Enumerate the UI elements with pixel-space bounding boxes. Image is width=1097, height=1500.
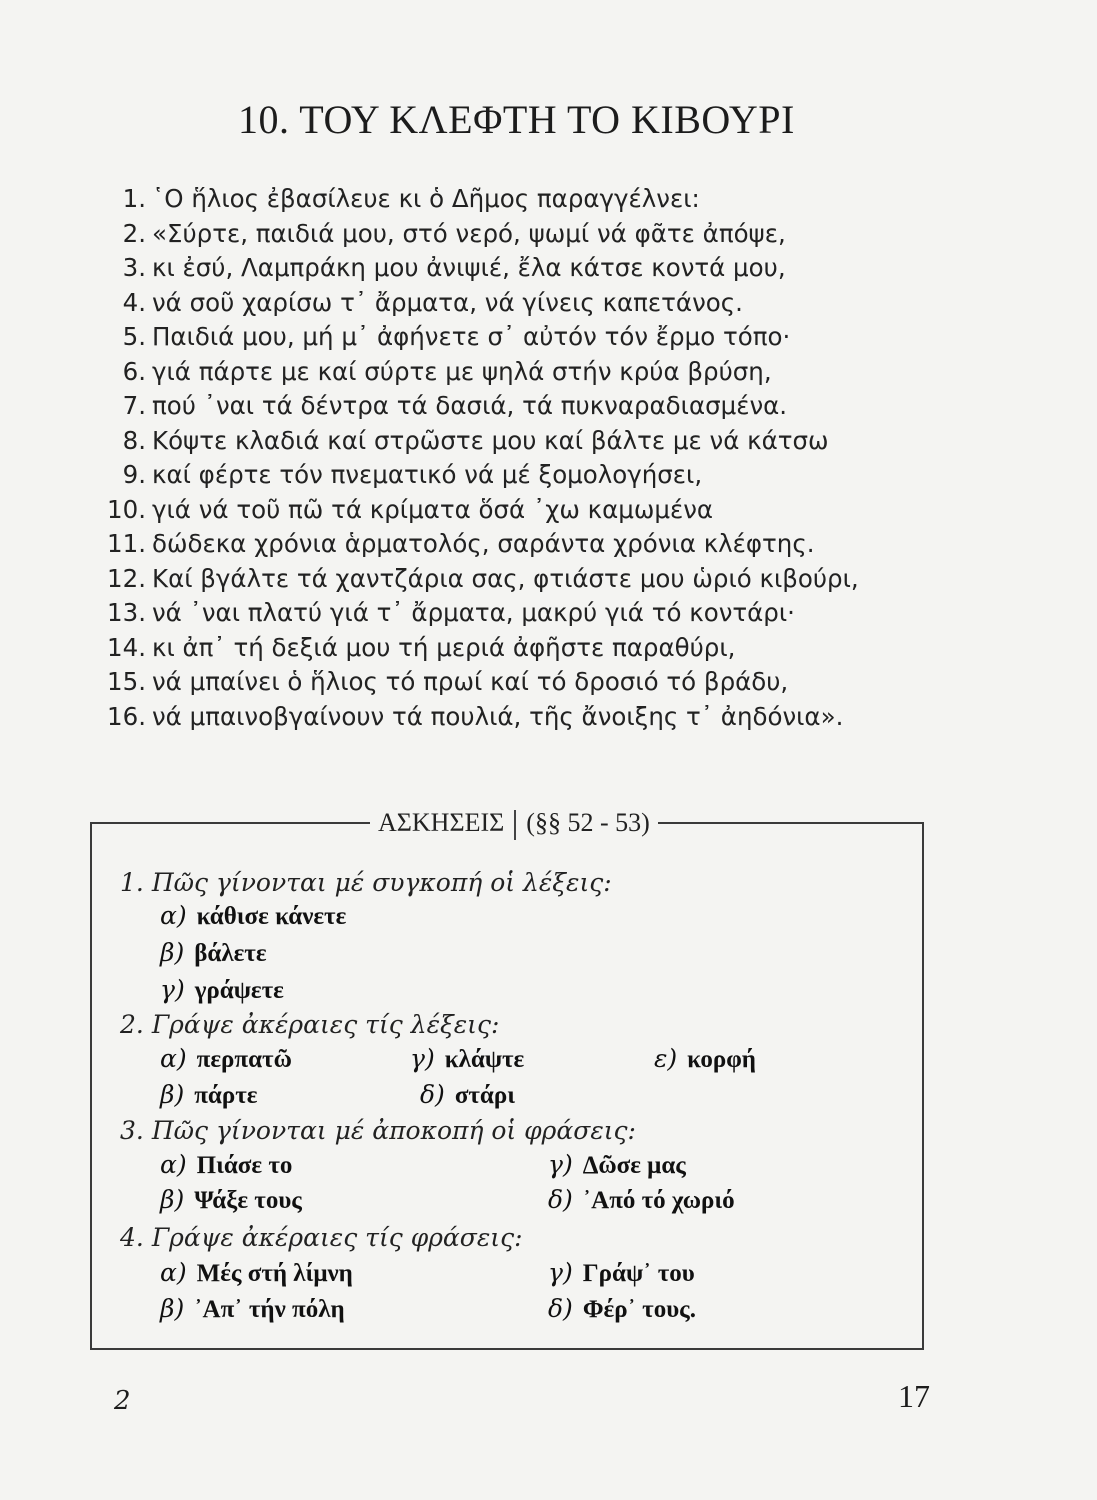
- line-number: 14.: [107, 632, 146, 662]
- poem-line: [96, 251, 936, 286]
- poem: [96, 182, 936, 734]
- question-text: Γράψε ἀκέραιες τίς φράσεις:: [151, 1223, 523, 1252]
- line-text: νά σοῦ χαρίσω τ᾽ ἄρματα, νά γίνεις καπετάνος.: [152, 287, 743, 317]
- answer-item: [548, 1150, 686, 1180]
- signature-mark: 2: [114, 1386, 131, 1416]
- line-number: 1.: [122, 184, 146, 213]
- answer-item: [160, 1044, 292, 1074]
- poem-line: [96, 182, 936, 217]
- question-number: 1.: [120, 868, 144, 897]
- answer-text: Δῶσε μας: [582, 1152, 686, 1179]
- answer-label: α): [160, 1044, 187, 1073]
- answer-item: [160, 1185, 302, 1215]
- line-text: Κόψτε κλαδιά καί στρῶστε μου καί βάλτε με νά κάτσω: [152, 425, 829, 455]
- question-number: 2.: [120, 1010, 144, 1039]
- question-text: Πῶς γίνονται μέ ἀποκοπή οἱ φράσεις:: [151, 1116, 636, 1145]
- answer-item: [160, 975, 284, 1005]
- line-text: «Σύρτε, παιδιά μου, στό νερό, ψωμί νά φᾶτε ἀπόψε,: [152, 218, 786, 248]
- line-text: νά μπαινοβγαίνουν τά πουλιά, τῆς ἄνοιξης τ᾽ ἀηδόνια».: [152, 701, 844, 731]
- line-number: 2.: [122, 218, 146, 248]
- line-text: Παιδιά μου, μή μ᾽ ἀφήνετε σ᾽ αὐτόν τόν ἔρμο τόπο·: [152, 322, 791, 351]
- answer-item: [160, 1150, 292, 1180]
- question-text: Γράψε ἀκέραιες τίς λέξεις:: [151, 1010, 500, 1039]
- line-text: καί φέρτε τόν πνεματικό νά μέ ξομολογήσει,: [152, 460, 703, 489]
- answer-item: [420, 1080, 515, 1110]
- answer-label: γ): [548, 1150, 573, 1179]
- poem-line: [96, 389, 936, 424]
- poem-line: [96, 527, 936, 562]
- line-text: κι ἐσύ, Λαμπράκη μου ἀνιψιέ, ἔλα κάτσε κοντά μου,: [152, 253, 786, 282]
- question-4: [120, 1223, 523, 1252]
- answer-label: β): [160, 1185, 185, 1214]
- poem-line: [96, 596, 936, 631]
- poem-line: [96, 458, 936, 493]
- answer-text: Πιάσε το: [196, 1152, 293, 1179]
- answer-label: α): [160, 901, 187, 930]
- question-text: Πῶς γίνονται μέ συγκοπή οἱ λέξεις:: [151, 868, 612, 897]
- poem-line: [96, 355, 936, 390]
- line-number: 10.: [107, 494, 146, 524]
- exercises-reference: (§§ 52 - 53): [526, 808, 650, 837]
- answer-item: [410, 1044, 524, 1074]
- line-number: 12.: [107, 563, 146, 593]
- question-3: [120, 1116, 636, 1145]
- line-text: πού ᾽ναι τά δέντρα τά δασιά, τά πυκναραδιασμένα.: [152, 391, 788, 420]
- page-title: 10. ΤΟΥ ΚΛΕΦΤΗ ΤΟ ΚΙΒΟΥΡΙ: [238, 97, 795, 142]
- poem-line: [96, 217, 936, 252]
- line-text: κι ἀπ᾽ τή δεξιά μου τή μεριά ἀφῆστε παραθύρι,: [152, 632, 736, 662]
- poem-line: [96, 320, 936, 355]
- answer-text: γράψετε: [194, 977, 284, 1004]
- answer-text: κλάψτε: [444, 1046, 525, 1073]
- answer-text: Γράψ᾽ του: [582, 1260, 695, 1287]
- question-2: [120, 1010, 499, 1039]
- line-text: ῾Ο ἥλιος ἐβασίλευε κι ὁ Δῆμος παραγγέλνει:: [152, 184, 700, 213]
- question-number: 3.: [120, 1116, 144, 1145]
- line-number: 11.: [107, 529, 146, 558]
- exercises-heading: [370, 808, 658, 840]
- line-number: 5.: [122, 322, 146, 351]
- answer-text: ᾽Από τό χωριό: [582, 1187, 735, 1214]
- heading-divider: [514, 810, 516, 840]
- line-text: γιά πάρτε με καί σύρτε με ψηλά στήν κρύα βρύση,: [152, 356, 772, 386]
- answer-item: [160, 938, 267, 968]
- answer-text: Φέρ᾽ τους.: [582, 1296, 696, 1323]
- answer-label: δ): [420, 1080, 445, 1109]
- answer-label: β): [160, 1294, 185, 1323]
- answer-text: ᾽Απ᾽ τήν πόλη: [194, 1296, 345, 1323]
- answer-text: Ψάξε τους: [194, 1187, 302, 1214]
- answer-label: β): [160, 938, 185, 967]
- question-number: 4.: [120, 1223, 144, 1252]
- line-number: 7.: [122, 391, 146, 420]
- answer-text: πάρτε: [194, 1082, 258, 1109]
- line-text: δώδεκα χρόνια ἁρματολός, σαράντα χρόνια κλέφτης.: [152, 529, 815, 558]
- line-text: Καί βγάλτε τά χαντζάρια σας, φτιάστε μου ὡριό κιβούρι,: [152, 563, 859, 593]
- answer-text: κορφή: [687, 1046, 757, 1073]
- answer-text: βάλετε: [194, 940, 267, 967]
- poem-line: [96, 424, 936, 459]
- poem-line: [96, 286, 936, 321]
- line-text: γιά νά τοῦ πῶ τά κρίματα ὅσά ᾽χω καμωμένα: [152, 494, 714, 524]
- line-number: 8.: [122, 425, 146, 455]
- line-number: 6.: [122, 356, 146, 386]
- line-number: 13.: [107, 598, 146, 627]
- answer-item: [548, 1294, 696, 1324]
- line-number: 16.: [107, 701, 146, 731]
- poem-line: [96, 562, 936, 597]
- answer-label: ε): [654, 1044, 678, 1073]
- line-number: 4.: [122, 287, 146, 317]
- answer-label: γ): [548, 1258, 573, 1287]
- line-number: 15.: [107, 667, 146, 696]
- answer-label: γ): [160, 975, 185, 1004]
- page-number: 17: [898, 1378, 930, 1414]
- line-text: νά μπαίνει ὁ ἥλιος τό πρωί καί τό δροσιό τό βράδυ,: [152, 667, 789, 696]
- answer-label: β): [160, 1080, 185, 1109]
- answer-text: στάρι: [454, 1082, 516, 1109]
- line-number: 3.: [122, 253, 146, 282]
- answer-item: [160, 901, 346, 931]
- exercises-title: ΑΣΚΗΣΕΙΣ: [378, 808, 505, 837]
- answer-text: Μές στή λίμνη: [196, 1260, 353, 1287]
- answer-label: δ): [548, 1185, 573, 1214]
- poem-line: [96, 700, 936, 735]
- answer-text: περπατῶ: [196, 1046, 292, 1073]
- answer-text: κάθισε κάνετε: [196, 903, 347, 930]
- answer-item: [160, 1294, 345, 1324]
- answer-item: [548, 1258, 695, 1288]
- line-number: 9.: [122, 460, 146, 489]
- answer-item: [160, 1080, 257, 1110]
- poem-line: [96, 665, 936, 700]
- poem-line: [96, 493, 936, 528]
- answer-item: [548, 1185, 735, 1215]
- answer-label: α): [160, 1258, 187, 1287]
- answer-label: γ): [410, 1044, 435, 1073]
- answer-item: [654, 1044, 756, 1074]
- poem-line: [96, 631, 936, 666]
- answer-label: δ): [548, 1294, 573, 1323]
- answer-item: [160, 1258, 353, 1288]
- question-1: [120, 868, 612, 897]
- line-text: νά ᾽ναι πλατύ γιά τ᾽ ἄρματα, μακρύ γιά τό κοντάρι·: [152, 598, 795, 627]
- answer-label: α): [160, 1150, 187, 1179]
